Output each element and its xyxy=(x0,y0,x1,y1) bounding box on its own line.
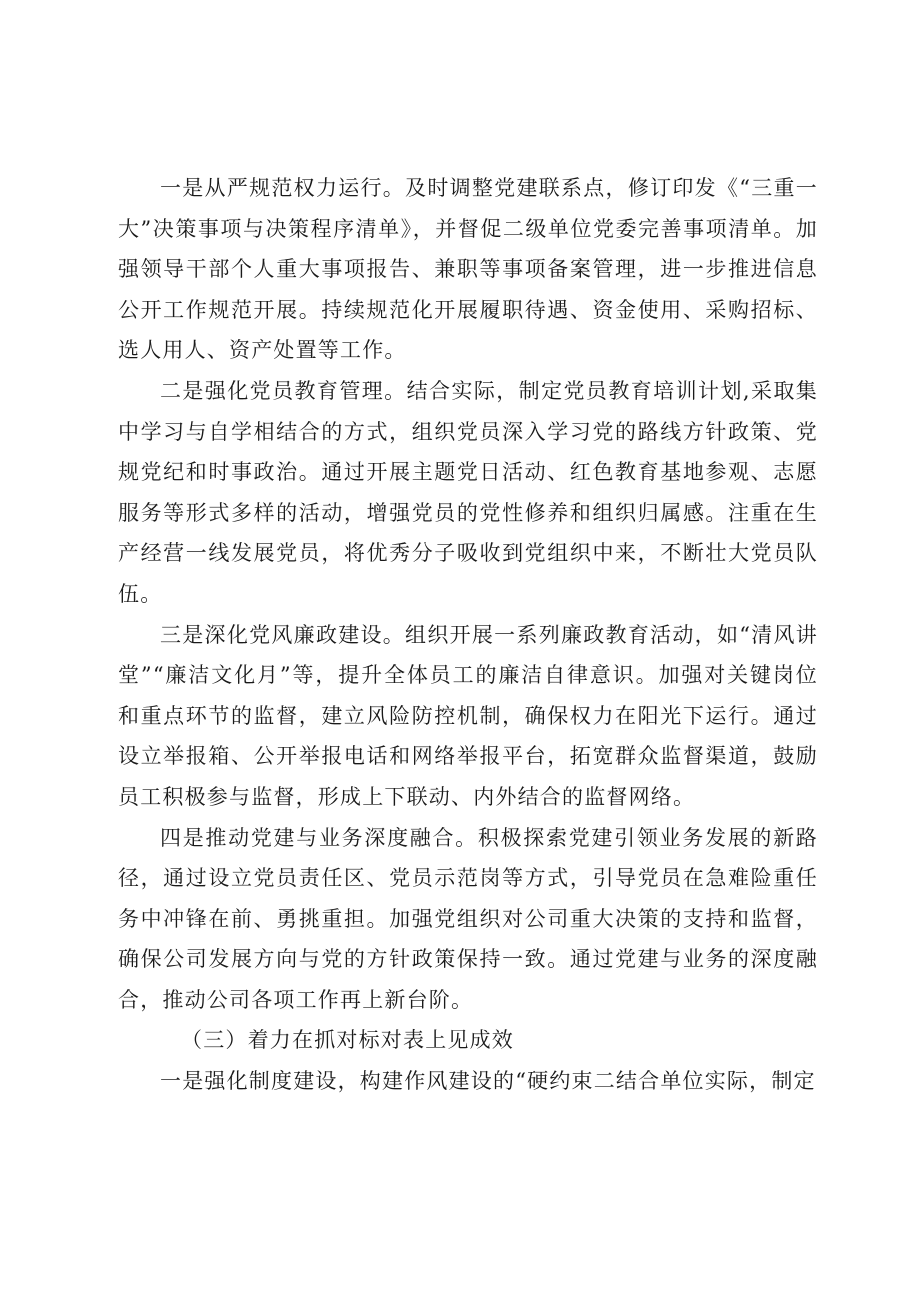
paragraph-business-integration: 四是推动党建与业务深度融合。积极探索党建引领业务发展的新路径，通过设立党员责任区、党员示范岗等方式，引导党员在急难险重任务中冲锋在前、勇挑重担。加强党组织对公司重大决策的支持和监督，确保公司发展方向与党的方针政策保持一致。通过党建与业务的深度融合，推动公司各项工作再上新台阶。 xyxy=(118,825,818,1012)
paragraph-integrity-building: 三是深化党风廉政建设。组织开展一系列廉政教育活动，如“清风讲堂”“廉洁文化月”等，提升全体员工的廉洁自律意识。加强对关键岗位和重点环节的监督，建立风险防控机制，确保权力在阳光下运行。通过设立举报箱、公开举报电话和网络举报平台，拓宽群众监督渠道，鼓励员工积极参与监督，形成上下联动、内外结合的监督网络。 xyxy=(118,622,818,809)
paragraph-power-operation: 一是从严规范权力运行。及时调整党建联系点，修订印发《“三重一大”决策事项与决策程序清单》，并督促二级单位党委完善事项清单。加强领导干部个人重大事项报告、兼职等事项备案管理，进一步推进信息公开工作规范开展。持续规范化开展履职待遇、资金使用、采购招标、选人用人、资产处置等工作。 xyxy=(118,176,818,363)
section-heading: （三）着力在抓对标对表上见成效 xyxy=(181,1028,514,1053)
paragraph-member-education: 二是强化党员教育管理。结合实际，制定党员教育培训计划,采取集中学习与自学相结合的方式，组织党员深入学习党的路线方针政策、党规党纪和时事政治。通过开展主题党日活动、红色教育基地参观、志愿服务等形式多样的活动，增强党员的党性修养和组织归属感。注重在生产经营一线发展党员，将优秀分子吸收到党组织中来，不断壮大党员队伍。 xyxy=(118,378,818,606)
document-body xyxy=(118,168,818,1102)
paragraph-institution-building: 一是强化制度建设，构建作风建设的“硬约束二结合单位实际，制定 xyxy=(160,1069,816,1094)
